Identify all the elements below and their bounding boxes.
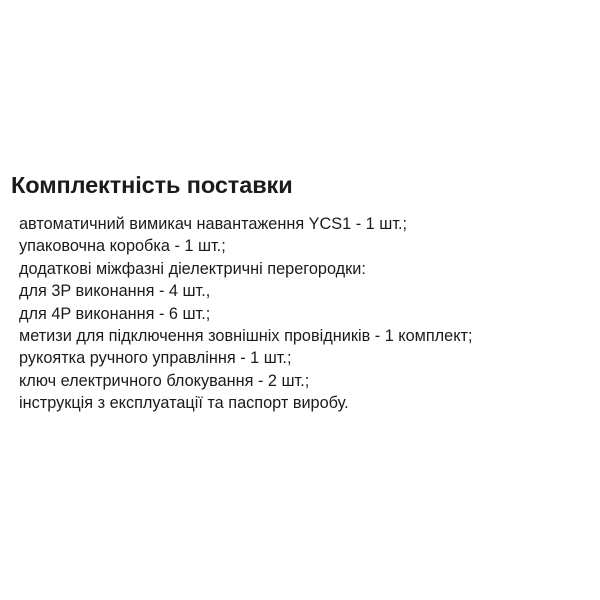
list-item: інструкція з експлуатації та паспорт виробу. [19,394,349,413]
list-item: метизи для підключення зовнішніх провідників - 1 комплект; [19,327,473,346]
list-item: рукоятка ручного управління - 1 шт.; [19,349,292,368]
list-item: для 3P виконання - 4 шт., [19,282,211,301]
document-content [11,172,592,415]
list-item: упаковочна коробка - 1 шт.; [19,237,226,256]
delivery-set-list [11,213,592,415]
list-item: додаткові міжфазні діелектричні перегородки: [19,259,366,278]
list-item: автоматичний вимикач навантаження YCS1 - 1 шт.; [19,215,408,234]
page-title: Комплектність поставки [11,172,293,198]
list-item: для 4P виконання - 6 шт.; [19,304,211,323]
list-item: ключ електричного блокування - 2 шт.; [19,371,310,390]
